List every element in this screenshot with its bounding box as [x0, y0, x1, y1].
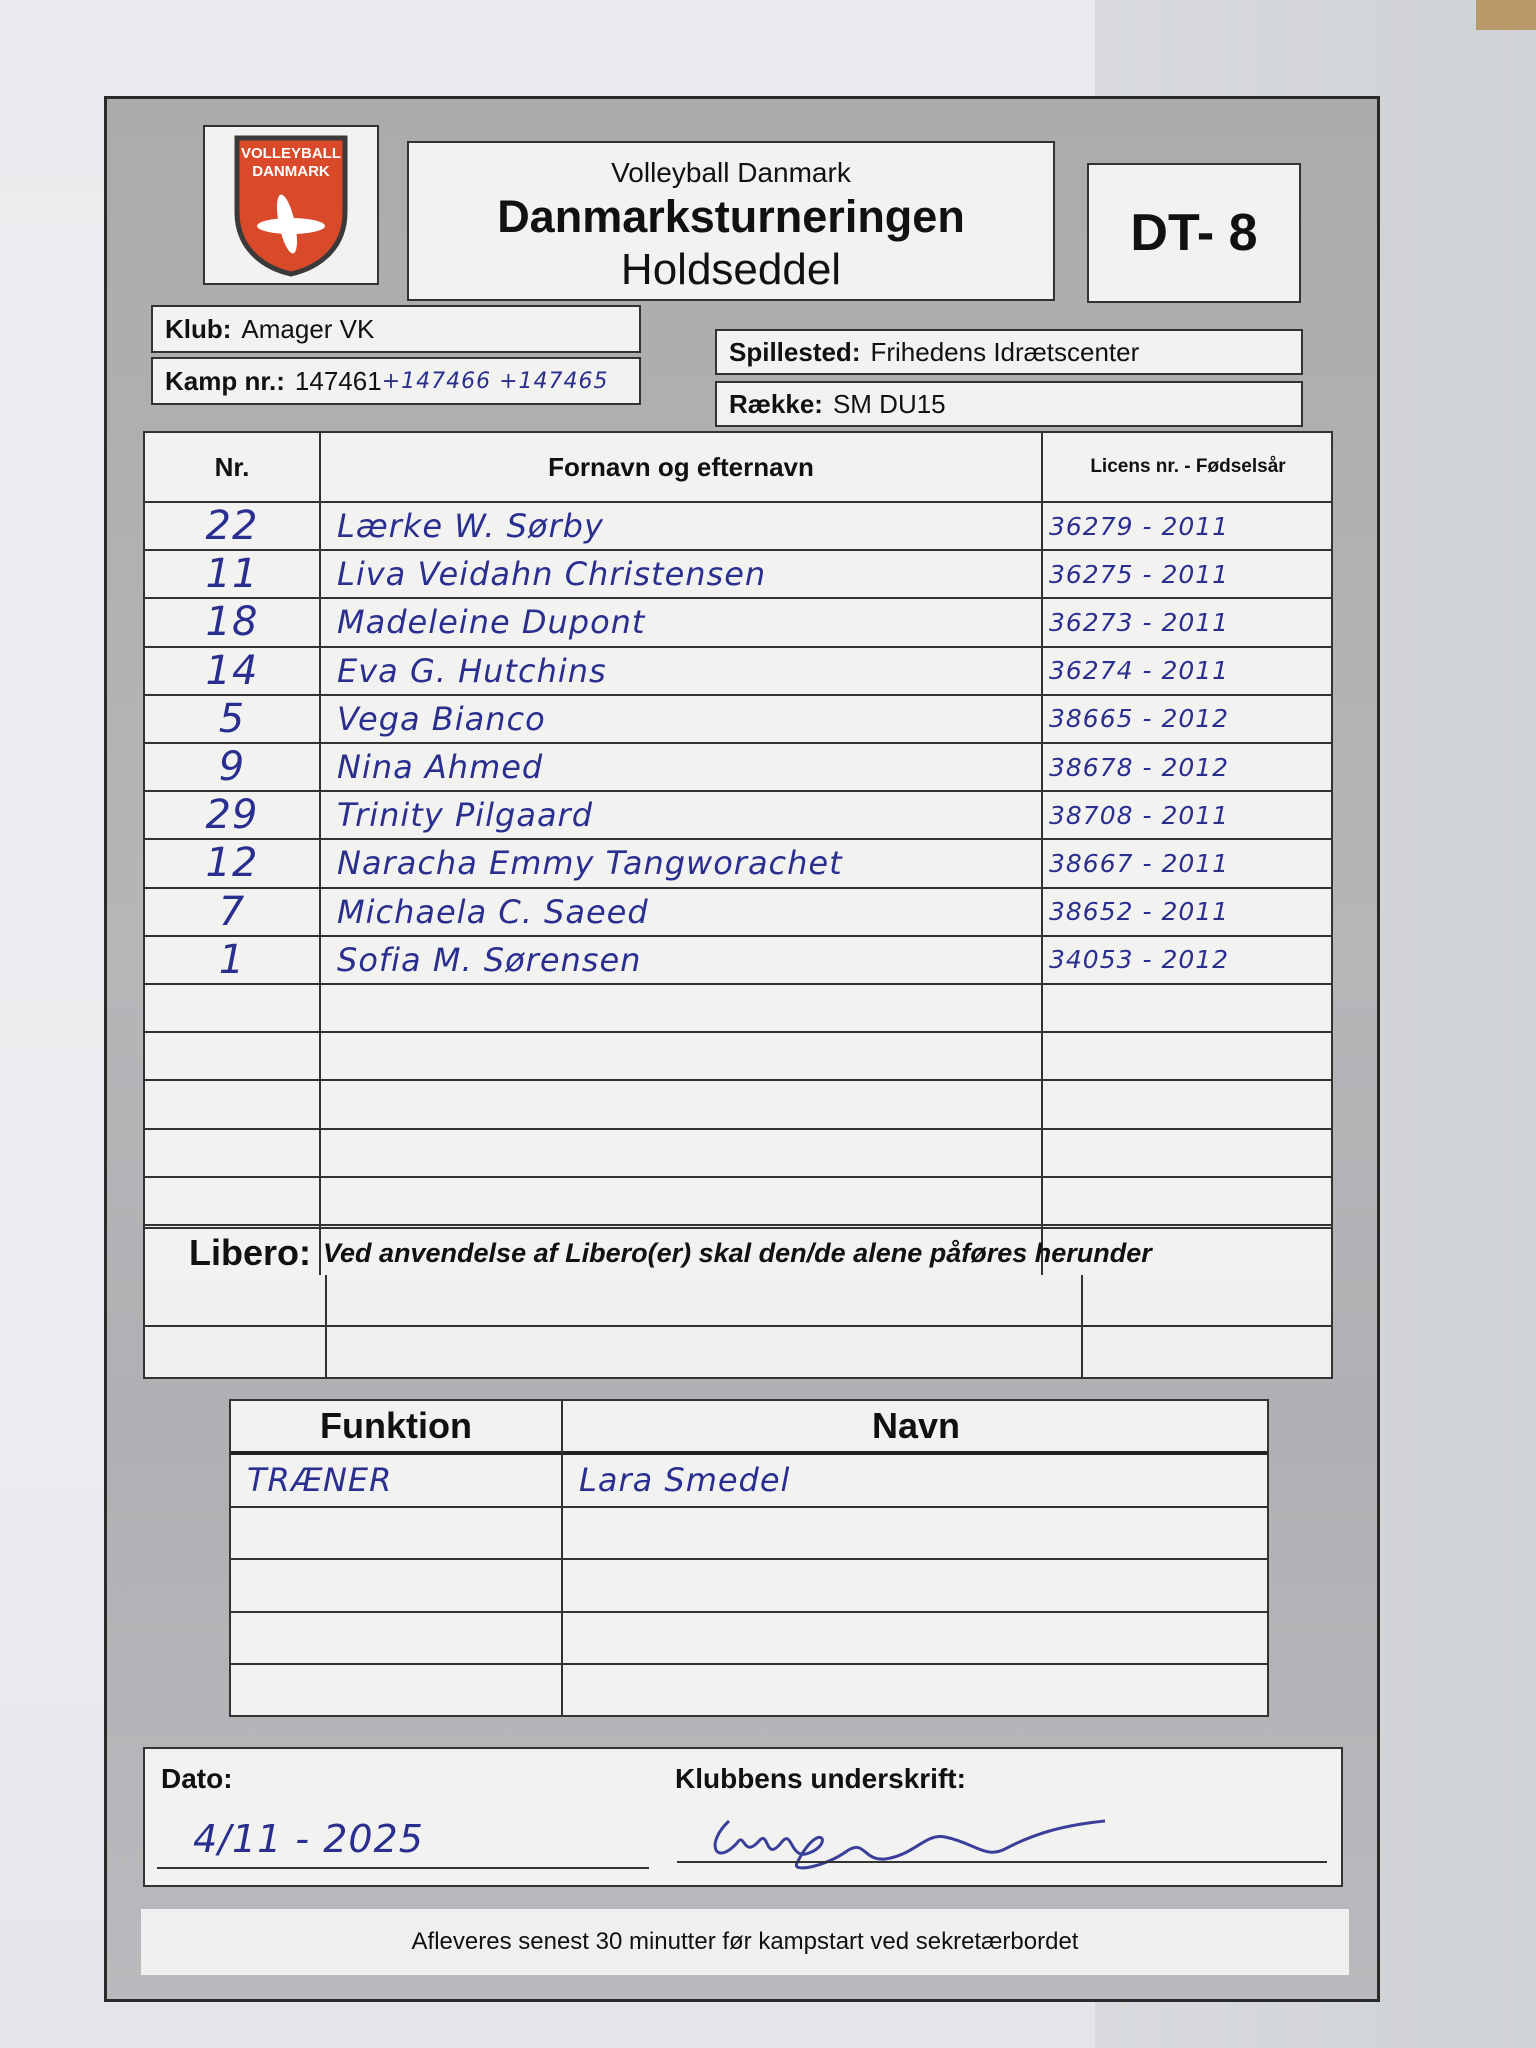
staff-row[interactable] — [231, 1560, 1267, 1613]
spillested-label: Spillested: — [729, 336, 861, 367]
player-row[interactable] — [145, 648, 1331, 696]
klub-value: Amager VK — [241, 313, 375, 344]
player-number: 29 — [205, 792, 259, 839]
col-divider — [1081, 1275, 1083, 1377]
player-number: 7 — [218, 888, 246, 935]
form-code: DT- 8 — [1087, 163, 1301, 303]
kamp-value: 147461 — [294, 365, 382, 396]
org-name: Volleyball Danmark — [611, 157, 851, 188]
player-licens: 38667 - 2011 — [1049, 848, 1230, 878]
player-licens: 38652 - 2011 — [1049, 897, 1230, 927]
team-sheet — [104, 96, 1380, 2002]
player-row[interactable] — [145, 792, 1331, 840]
player-row[interactable] — [145, 840, 1331, 888]
player-number: 12 — [205, 840, 259, 887]
kamp-field[interactable] — [151, 357, 641, 405]
roster-header-row — [145, 433, 1331, 503]
player-name: Madeleine Dupont — [337, 603, 646, 642]
player-number: 11 — [205, 551, 259, 598]
roster-table — [143, 431, 1333, 1379]
libero-row[interactable] — [145, 1327, 1331, 1379]
volleyball-danmark-logo — [231, 132, 351, 278]
signature-line — [677, 1861, 1327, 1863]
kamp-label: Kamp nr.: — [165, 365, 285, 396]
player-row[interactable] — [145, 551, 1331, 599]
spillested-value: Frihedens Idrætscenter — [870, 336, 1140, 367]
player-name: Lærke W. Sørby — [337, 507, 604, 546]
title-box — [407, 141, 1055, 301]
dato-line — [157, 1867, 649, 1869]
signature-box — [143, 1747, 1343, 1887]
libero-row[interactable] — [145, 1275, 1331, 1327]
staff-row[interactable] — [231, 1455, 1267, 1508]
player-licens: 36274 - 2011 — [1049, 656, 1230, 686]
player-row[interactable] — [145, 599, 1331, 647]
player-row[interactable] — [145, 503, 1331, 551]
spillested-field[interactable] — [715, 329, 1303, 375]
staff-row[interactable] — [231, 1613, 1267, 1666]
player-number: 1 — [218, 936, 246, 983]
libero-instruction: Ved anvendelse af Libero(er) skal den/de alene påføres herunder — [323, 1237, 1152, 1268]
svg-text:DANMARK: DANMARK — [252, 163, 330, 180]
header-licens: Licens nr. - Fødselsår — [1090, 456, 1286, 477]
table-edge — [1476, 0, 1536, 30]
header-name: Fornavn og efternavn — [548, 451, 814, 482]
staff-row[interactable] — [231, 1665, 1267, 1718]
dato-value: 4/11 - 2025 — [193, 1817, 424, 1861]
player-name: Michaela C. Saeed — [337, 892, 649, 931]
player-licens: 38678 - 2012 — [1049, 752, 1230, 782]
player-row[interactable] — [145, 696, 1331, 744]
player-number: 5 — [218, 695, 246, 742]
player-name: Trinity Pilgaard — [337, 796, 594, 835]
player-row[interactable] — [145, 889, 1331, 937]
col-divider — [325, 1275, 327, 1377]
signature-label: Klubbens underskrift: — [675, 1763, 966, 1794]
col-divider — [561, 1401, 563, 1715]
player-name: Vega Bianco — [337, 699, 546, 738]
klub-field[interactable] — [151, 305, 641, 353]
player-row[interactable] — [145, 937, 1331, 985]
klub-label: Klub: — [165, 313, 232, 344]
header-nr: Nr. — [214, 451, 250, 482]
empty-player-row[interactable] — [145, 985, 1331, 1033]
player-name: Naracha Emmy Tangworachet — [337, 844, 843, 883]
empty-player-row[interactable] — [145, 1178, 1331, 1226]
player-number: 22 — [205, 503, 259, 550]
player-name: Liva Veidahn Christensen — [337, 555, 767, 594]
empty-player-row[interactable] — [145, 1130, 1331, 1178]
player-licens: 38665 - 2012 — [1049, 704, 1230, 734]
player-row[interactable] — [145, 744, 1331, 792]
libero-label: Libero: — [189, 1232, 311, 1273]
player-name: Nina Ahmed — [337, 748, 544, 787]
libero-header-row — [145, 1227, 1331, 1279]
submission-notice: Afleveres senest 30 minutter før kampstart ved sekretærbordet — [141, 1909, 1349, 1975]
player-number: 9 — [218, 744, 246, 791]
staff-funktion: TRÆNER — [247, 1461, 393, 1500]
dato-label: Dato: — [161, 1763, 233, 1794]
raekke-field[interactable] — [715, 381, 1303, 427]
header-navn: Navn — [871, 1405, 961, 1446]
raekke-label: Række: — [729, 388, 823, 419]
staff-row[interactable] — [231, 1508, 1267, 1561]
player-name: Sofia M. Sørensen — [337, 940, 642, 979]
page-subtitle: Holdseddel — [620, 245, 842, 294]
kamp-handwritten: +147466 +147465 — [381, 368, 609, 394]
logo-box — [203, 125, 379, 285]
player-licens: 36279 - 2011 — [1049, 511, 1230, 541]
staff-table — [229, 1399, 1269, 1717]
player-licens: 36275 - 2011 — [1049, 559, 1230, 589]
svg-text:VOLLEYBALL: VOLLEYBALL — [241, 145, 341, 162]
page-title: Danmarksturneringen — [497, 191, 965, 242]
header-funktion: Funktion — [320, 1405, 472, 1446]
player-number: 18 — [205, 599, 259, 646]
staff-navn: Lara Smedel — [579, 1461, 791, 1500]
player-number: 14 — [205, 647, 259, 694]
player-licens: 34053 - 2012 — [1049, 945, 1230, 975]
player-name: Eva G. Hutchins — [337, 651, 607, 690]
raekke-value: SM DU15 — [832, 388, 946, 419]
staff-header-row — [231, 1401, 1267, 1455]
empty-player-row[interactable] — [145, 1033, 1331, 1081]
player-licens: 38708 - 2011 — [1049, 800, 1230, 830]
libero-table — [143, 1275, 1333, 1379]
player-licens: 36273 - 2011 — [1049, 607, 1230, 637]
empty-player-row[interactable] — [145, 1081, 1331, 1129]
